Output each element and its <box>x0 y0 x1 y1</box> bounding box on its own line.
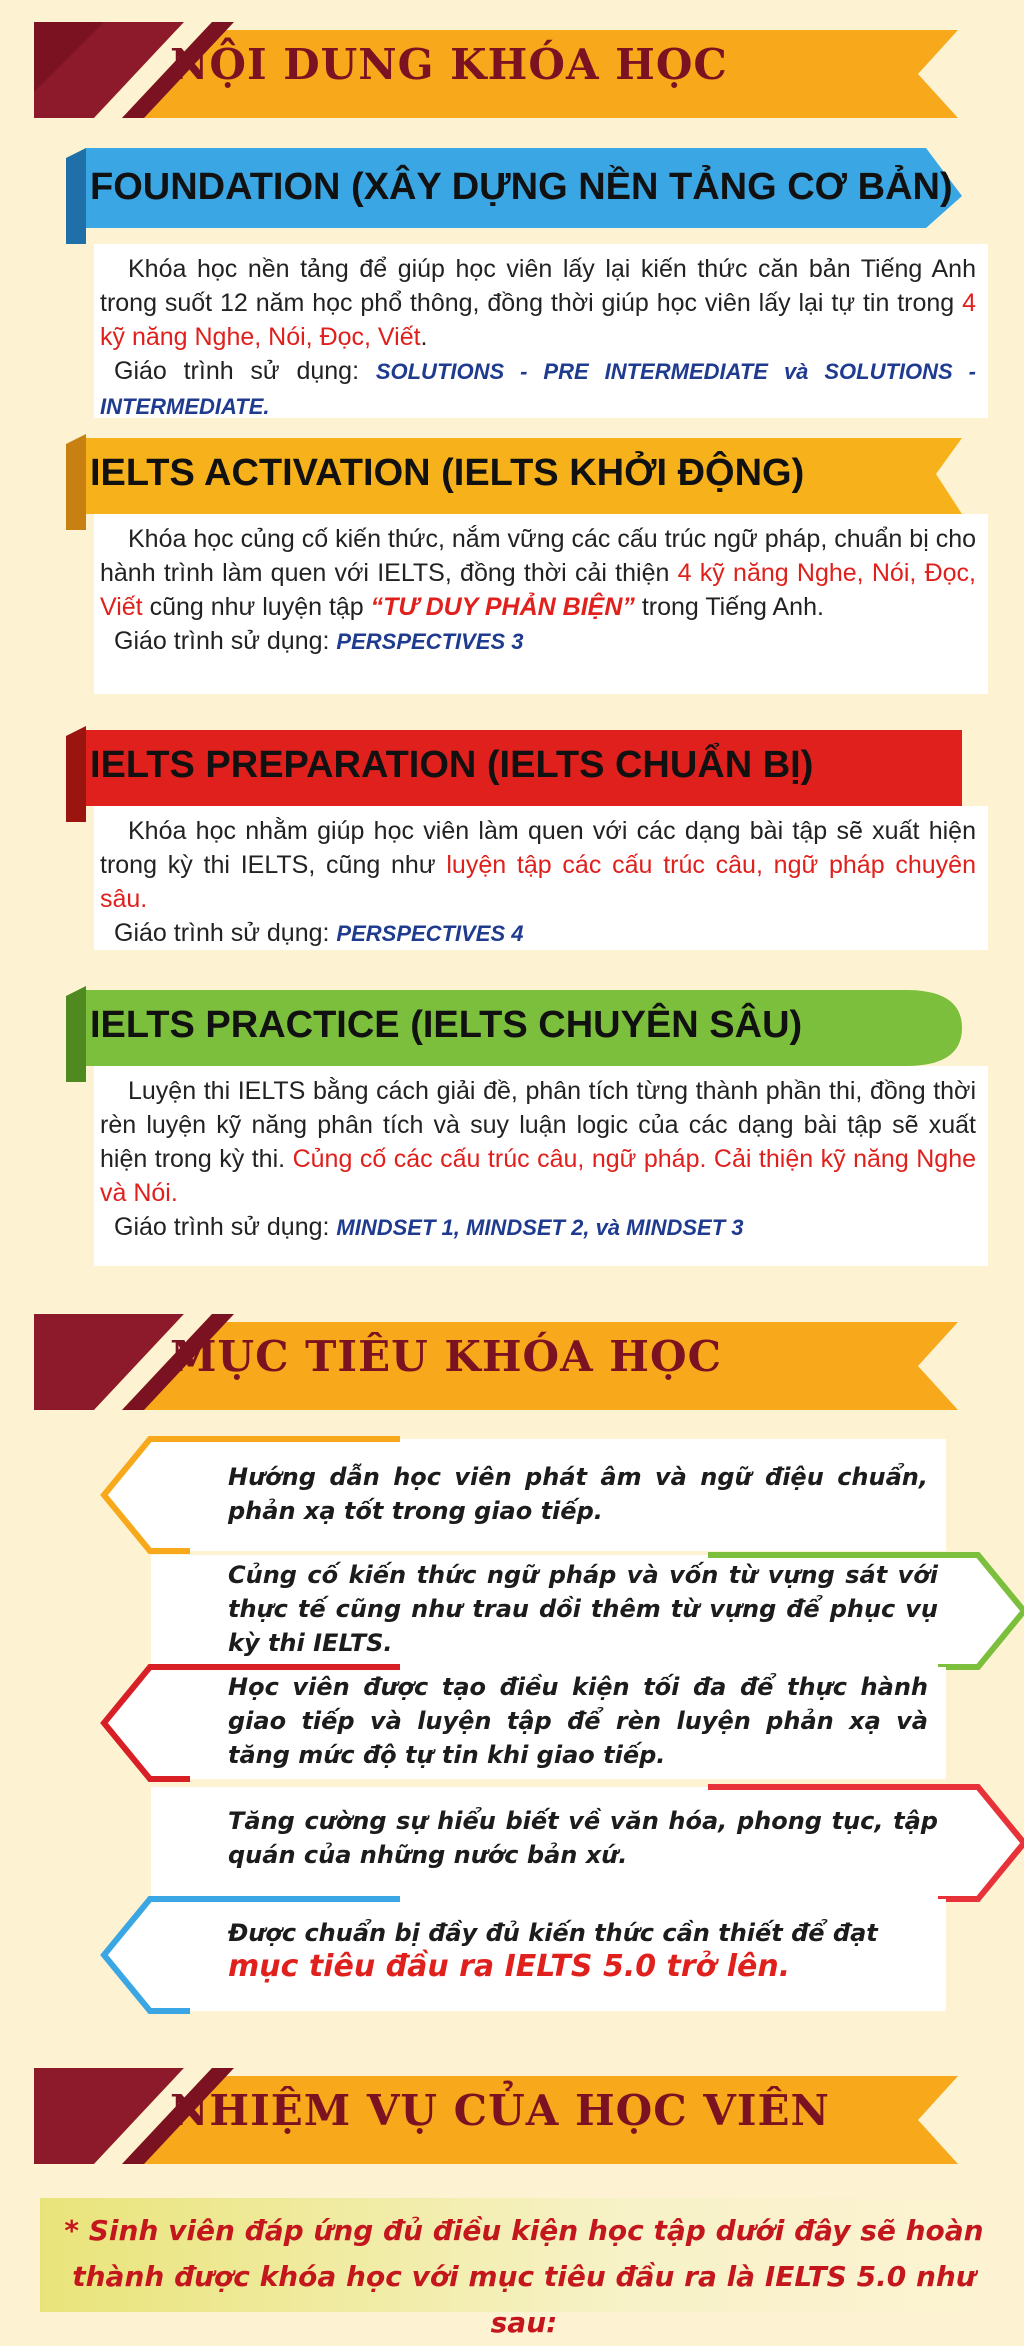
course-book <box>100 354 976 424</box>
emphasis-text: “TƯ DUY PHẢN BIỆN” <box>370 593 635 621</box>
highlight-text: 4 kỹ năng Nghe, Nói, Đọc, Viết <box>100 289 976 351</box>
objective-text <box>228 1916 928 1985</box>
objective-item <box>100 1896 980 2014</box>
course-title: FOUNDATION (XÂY DỰNG NỀN TẢNG CƠ BẢN) <box>90 166 953 208</box>
book-label: Giáo trình sử dụng: <box>114 357 360 385</box>
requirement-note <box>40 2198 1008 2339</box>
course-title: IELTS PRACTICE (IELTS CHUYÊN SÂU) <box>90 1004 803 1046</box>
course-description-activation <box>94 514 988 694</box>
course-ribbon-foundation <box>66 148 962 244</box>
text-part: . <box>420 323 428 351</box>
book-name: SOLUTIONS - PRE INTERMEDIATE và SOLUTIONS - INTERMEDIATE. <box>100 359 977 419</box>
objective-item <box>100 1664 980 1782</box>
course-title: IELTS PREPARATION (IELTS CHUẨN BỊ) <box>90 744 814 786</box>
section-header-objectives <box>34 1314 958 1410</box>
book-name: PERSPECTIVES 4 <box>336 921 524 946</box>
course-book <box>100 916 976 951</box>
section-header-content <box>34 22 958 118</box>
objective-text: Tăng cường sự hiểu biết về văn hóa, phong tục, tập quán của những nước bản xứ. <box>228 1807 938 1869</box>
objective-text-part: Được chuẩn bị đầy đủ kiến thức cần thiết để đạt <box>228 1919 878 1947</box>
text-part: Khóa học nhằm giúp học viên làm quen với các dạng bài tập sẽ xuất hiện trong kỳ thi IELTS, cũng như <box>100 817 976 879</box>
section-title: NHIỆM VỤ CỦA HỌC VIÊN <box>170 2086 830 2135</box>
objective-item <box>100 1436 980 1554</box>
book-label: Giáo trình sử dụng: <box>114 627 330 655</box>
requirement-note-text: * Sinh viên đáp ứng đủ điều kiện học tập dưới đây sẽ hoàn thành được khóa học với mục tiêu đầu ra là IELTS 5.0 như sau: <box>64 2214 984 2339</box>
course-book <box>100 1210 976 1245</box>
highlight-text: Củng cố các cấu trúc câu, ngữ pháp. Cải thiện kỹ năng Nghe và Nói. <box>100 1145 976 1207</box>
course-description-practice <box>94 1066 988 1266</box>
course-book <box>100 624 976 659</box>
highlight-text: 4 kỹ năng Nghe, Nói, Đọc, Viết <box>100 559 976 621</box>
section-title: NỘI DUNG KHÓA HỌC <box>170 40 728 89</box>
course-text <box>100 1074 976 1210</box>
section-title: MỤC TIÊU KHÓA HỌC <box>170 1332 723 1381</box>
book-label: Giáo trình sử dụng: <box>114 1213 330 1241</box>
text-part: cũng như luyện tập <box>142 593 371 621</box>
course-description-foundation <box>94 244 988 418</box>
objective-item <box>148 1784 1024 1902</box>
text-part: Luyện thi IELTS bằng cách giải đề, phân tích từng thành phần thi, đồng thời rèn luyện kỹ năng phân tích và suy luận logic của các dạng bài tập sẽ xuất hiện trong kỳ thi. <box>100 1077 976 1173</box>
course-description-preparation <box>94 806 988 950</box>
text-part: Khóa học nền tảng để giúp học viên lấy lại kiến thức căn bản Tiếng Anh trong suốt 12 năm học phổ thông, đồng thời giúp học viên lấy lại tự tin trong <box>100 255 976 317</box>
objective-highlight: mục tiêu đầu ra IELTS 5.0 trở lên. <box>228 1949 791 1984</box>
text-part: trong Tiếng Anh. <box>634 593 824 621</box>
highlight-text: luyện tập các cấu trúc câu, ngữ pháp chuyên sâu. <box>100 851 976 913</box>
objective-item <box>148 1552 1024 1670</box>
course-text <box>100 522 976 624</box>
section-header-duties <box>34 2068 958 2164</box>
objective-text: Củng cố kiến thức ngữ pháp và vốn từ vựng sát với thực tế cũng như trau dồi thêm từ vựng để phục vụ kỳ thi IELTS. <box>228 1561 938 1657</box>
objective-text: Học viên được tạo điều kiện tối đa để thực hành giao tiếp và luyện tập để rèn luyện phản xạ và tăng mức độ tự tin khi giao tiếp. <box>228 1673 928 1769</box>
objective-text: Hướng dẫn học viên phát âm và ngữ điệu chuẩn, phản xạ tốt trong giao tiếp. <box>228 1463 928 1525</box>
book-name: PERSPECTIVES 3 <box>336 629 524 654</box>
course-text <box>100 252 976 354</box>
book-label: Giáo trình sử dụng: <box>114 919 330 947</box>
course-title: IELTS ACTIVATION (IELTS KHỞI ĐỘNG) <box>90 452 805 494</box>
course-text <box>100 814 976 916</box>
text-part: Khóa học củng cố kiến thức, nắm vững các cấu trúc ngữ pháp, chuẩn bị cho hành trình làm quen với IELTS, đồng thời cải thiện <box>100 525 976 587</box>
book-name: MINDSET 1, MINDSET 2, và MINDSET 3 <box>336 1215 744 1240</box>
